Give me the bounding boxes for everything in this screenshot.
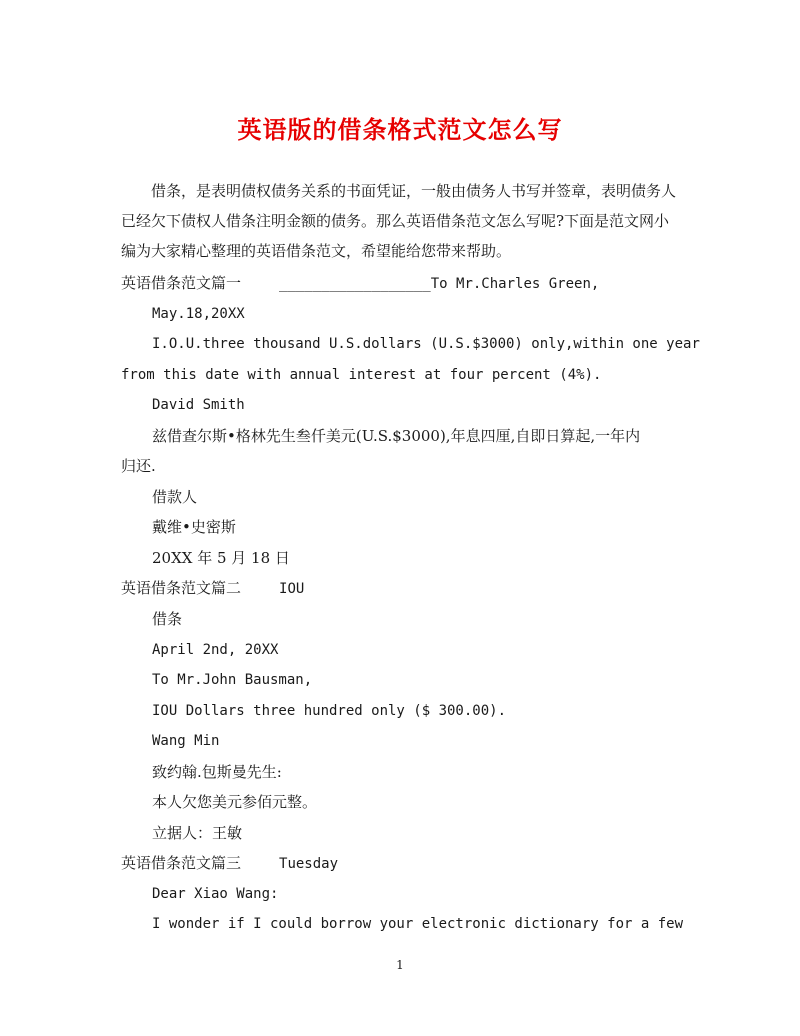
sample2-cn-to: 致约翰.包斯曼先生: — [152, 763, 282, 781]
sample1-signer: David Smith — [152, 397, 245, 413]
intro-paragraph: 借条，是表明债权债务关系的书面凭证，一般由债务人书写并签章，表明债务人已经欠下债权人借条注明金额的债务。那么英语借条范文怎么写呢?下面是范文网小编为大家精心整理的英语借条范文，希望能给您带来帮助。 — [121, 182, 677, 260]
sample3-heading-rest: Tuesday — [279, 856, 339, 872]
sample1-date: May.18,20XX — [152, 306, 245, 322]
sample3-greeting: Dear Xiao Wang: — [152, 886, 279, 902]
sample1-borrower-label: 借款人 — [152, 488, 198, 506]
sample2-cn-title: 借条 — [152, 610, 183, 628]
sample2-heading: 英语借条范文篇二 — [121, 579, 242, 597]
sample2-to: To Mr.John Bausman, — [152, 672, 313, 688]
sample2-body: IOU Dollars three hundred only ($ 300.00). — [152, 703, 507, 719]
sample3-body-line1: I wonder if I could borrow your electronic dictionary for a few — [152, 916, 684, 932]
sample2-heading-rest: IOU — [279, 581, 305, 597]
page-title: 英语版的借条格式范文怎么写 — [237, 115, 563, 144]
sample1-cn-line2: 归还. — [121, 457, 156, 475]
page-number: 1 — [396, 958, 404, 972]
sample2-signer: Wang Min — [152, 733, 220, 749]
sample2-cn-body: 本人欠您美元参佰元整。 — [152, 793, 318, 811]
sample1-cn-line1: 兹借查尔斯•格林先生叁仟美元(U.S.$3000),年息四厘,自即日算起,一年内 — [152, 427, 641, 445]
sample1-cn-date: 20XX 年 5 月 18 日 — [152, 549, 290, 567]
sample2-date: April 2nd, 20XX — [152, 642, 279, 658]
sample1-heading-line — [121, 273, 599, 294]
sample3-heading-line — [121, 853, 338, 874]
sample1-body-line2: from this date with annual interest at four percent (4%). — [121, 367, 602, 383]
sample3-heading: 英语借条范文篇三 — [121, 854, 242, 872]
sample1-heading: 英语借条范文篇一 — [121, 274, 242, 292]
sample2-heading-line — [121, 578, 304, 599]
sample1-borrower-name: 戴维•史密斯 — [152, 518, 236, 536]
sample1-heading-rest: __________________To Mr.Charles Green, — [279, 276, 600, 292]
sample1-body-line1: I.O.U.three thousand U.S.dollars (U.S.$3000) only,within one year — [152, 336, 700, 352]
sample2-cn-signer: 立据人：王敏 — [152, 824, 243, 842]
